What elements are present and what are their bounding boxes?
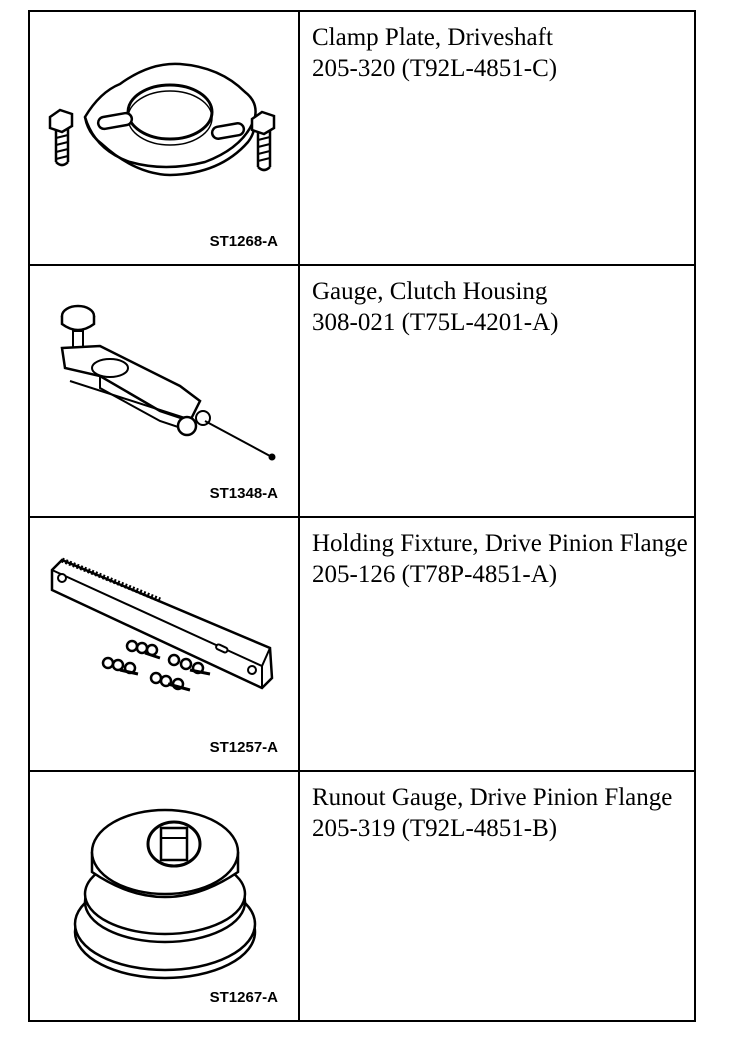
tool-illustration-cell: [30, 12, 300, 264]
clamp-plate-illustration: [40, 22, 290, 222]
tool-row-clutch-gauge: [30, 266, 694, 518]
tool-name: Gauge, Clutch Housing: [312, 278, 548, 305]
tool-number: 205-319 (T92L-4851-B): [312, 815, 558, 842]
special-tools-table: [28, 10, 696, 1022]
holding-fixture-illustration: [40, 528, 290, 728]
illustration-code: ST1257-A: [209, 739, 278, 756]
tool-number: 205-126 (T78P-4851-A): [312, 561, 558, 588]
tool-description-cell: [300, 12, 694, 264]
illustration-code: ST1268-A: [209, 233, 278, 250]
tool-number: 205-320 (T92L-4851-C): [312, 55, 558, 82]
tool-description-cell: [300, 266, 694, 516]
tool-name: Runout Gauge, Drive Pinion Flange: [312, 784, 673, 811]
runout-gauge-illustration: [40, 782, 290, 982]
illustration-code: ST1267-A: [209, 989, 278, 1006]
tool-row-runout-gauge: [30, 772, 694, 1020]
tool-number: 308-021 (T75L-4201-A): [312, 309, 559, 336]
tool-description-cell: [300, 772, 694, 1020]
tool-name: Clamp Plate, Driveshaft: [312, 24, 553, 51]
tool-name: Holding Fixture, Drive Pinion Flange: [312, 530, 688, 557]
tool-row-holding-fixture: [30, 518, 694, 772]
tool-illustration-cell: [30, 518, 300, 770]
clutch-housing-gauge-illustration: [40, 276, 290, 476]
tool-row-clamp-plate: [30, 12, 694, 266]
illustration-code: ST1348-A: [209, 485, 278, 502]
tool-illustration-cell: [30, 266, 300, 516]
tool-illustration-cell: [30, 772, 300, 1020]
tool-description-cell: [300, 518, 694, 770]
